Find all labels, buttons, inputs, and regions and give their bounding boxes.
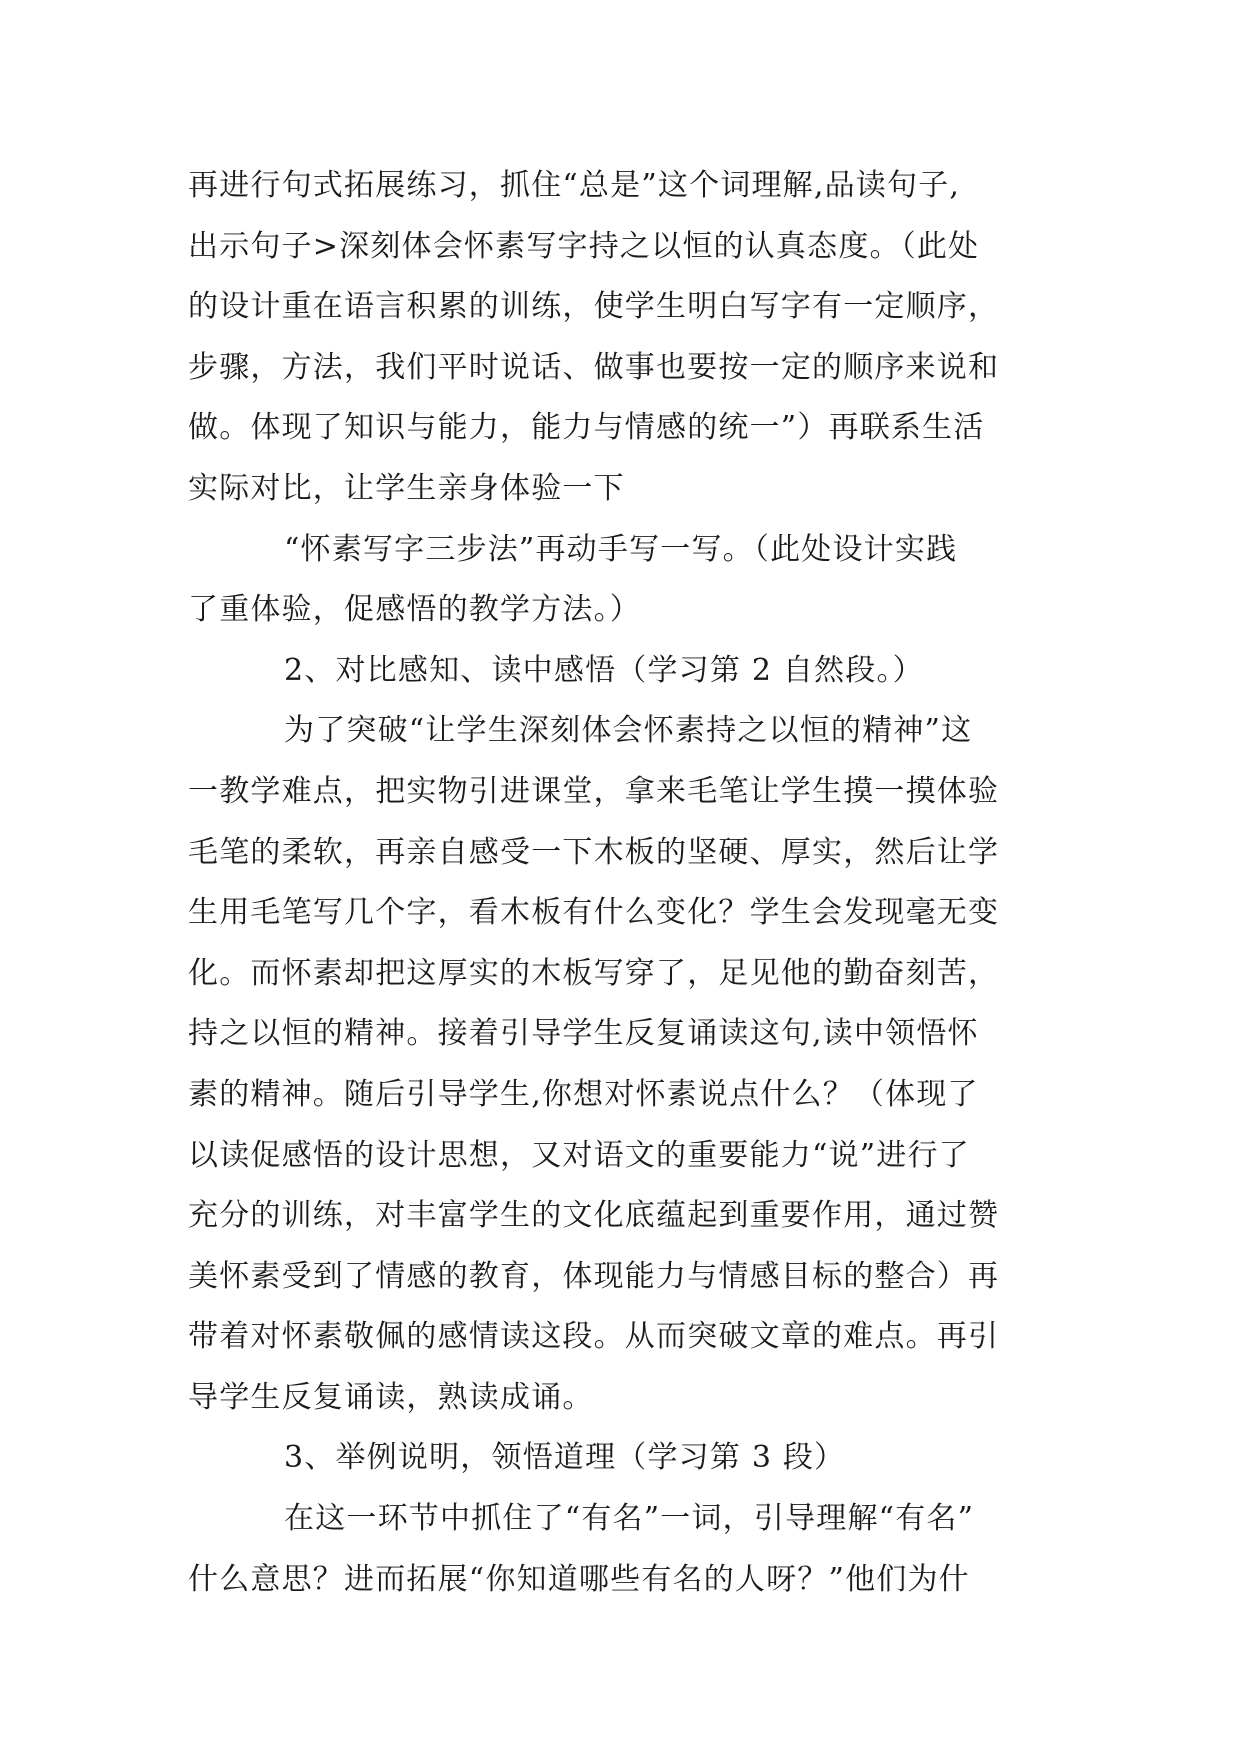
text-line: 一教学难点，把实物引进课堂，拿来毛笔让学生摸一摸体验 [188, 773, 1000, 809]
text-line: 毛笔的柔软，再亲自感受一下木板的坚硬、厚实，然后让学 [188, 834, 1000, 870]
text-line: 的设计重在语言积累的训练，使学生明白写字有一定顺序， [188, 289, 1000, 325]
text-line: 在这一环节中抓住了“有名”一词，引导理解“有名” [284, 1501, 975, 1537]
section-heading: 3、举例说明，领悟道理（学习第 3 段） [284, 1440, 846, 1476]
text-line: “怀素写字三步法”再动手写一写。（此处设计实践 [284, 531, 958, 567]
text-line: 导学生反复诵读，熟读成诵。 [188, 1379, 594, 1415]
text-line: 步骤，方法，我们平时说话、做事也要按一定的顺序来说和 [188, 349, 1000, 385]
text-line: 素的精神。随后引导学生,你想对怀素说点什么？（体现了 [188, 1076, 979, 1112]
text-line: 充分的训练，对丰富学生的文化底蕴起到重要作用，通过赞 [188, 1198, 1000, 1234]
text-line: 了重体验，促感悟的教学方法。） [188, 592, 641, 628]
text-line: 带着对怀素敬佩的感情读这段。从而突破文章的难点。再引 [188, 1319, 1000, 1355]
text-line: 再进行句式拓展练习，抓住“总是”这个词理解,品读句子, [188, 168, 961, 203]
text-line: 做。体现了知识与能力，能力与情感的统一”）再联系生活 [188, 410, 985, 446]
text-line: 生用毛笔写几个字，看木板有什么变化？学生会发现毫无变 [188, 895, 1000, 931]
text-line: 什么意思？进而拓展“你知道哪些有名的人呀？”他们为什 [188, 1561, 970, 1597]
text-line: 化。而怀素却把这厚实的木板写穿了，足见他的勤奋刻苦， [188, 955, 1000, 991]
section-heading: 2、对比感知、读中感悟（学习第 2 自然段。） [284, 652, 924, 688]
text-line: 为了突破“让学生深刻体会怀素持之以恒的精神”这 [284, 713, 973, 749]
document-body [188, 156, 1058, 1610]
text-line: 持之以恒的精神。接着引导学生反复诵读这句,读中领悟怀 [188, 1016, 979, 1052]
text-line: 以读促感悟的设计思想，又对语文的重要能力“说”进行了 [188, 1137, 970, 1173]
text-line: 出示句子>深刻体会怀素写字持之以恒的认真态度。（此处 [188, 228, 980, 264]
text-line: 美怀素受到了情感的教育，体现能力与情感目标的整合）再 [188, 1258, 1000, 1294]
text-line: 实际对比，让学生亲身体验一下 [188, 470, 625, 506]
